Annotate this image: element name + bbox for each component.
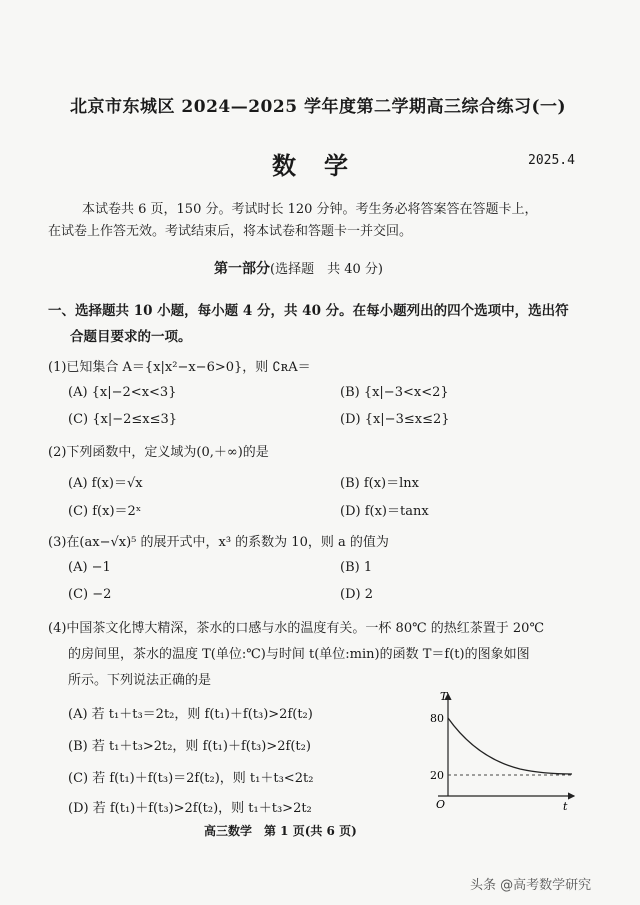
section-line-2: 合题目要求的一项。	[70, 329, 192, 345]
section-line-1: 一、选择题共 10 小题，每小题 4 分，共 40 分。在每小题列出的四个选项中，选出符	[48, 303, 569, 319]
q1-option-c: (C) {x|−2≤x≤3}	[68, 412, 178, 427]
q3-option-c: (C) −2	[68, 587, 112, 602]
page-footer: 高三数学 第 1 页(共 6 页)	[204, 824, 357, 838]
q1-option-b: (B) {x|−3<x<2}	[340, 385, 449, 400]
q2-option-c: (C) f(x)＝2ˣ	[68, 504, 142, 519]
question-4-stem-line-3: 所示。下列说法正确的是	[68, 673, 212, 688]
cooling-curve-graph	[420, 688, 580, 818]
q4-option-c: (C) 若 f(t₁)＋f(t₃)＝2f(t₂)，则 t₁＋t₃<2t₂	[68, 771, 314, 786]
tick-80-label: 80	[430, 712, 444, 725]
q4-option-d: (D) 若 f(t₁)＋f(t₃)>2f(t₂)，则 t₁＋t₃>2t₂	[68, 801, 312, 816]
y-axis-label: T	[440, 690, 448, 703]
intro-line-2: 在试卷上作答无效。考试结束后，将本试卷和答题卡一并交回。	[48, 224, 413, 239]
q1-option-d: (D) {x|−3≤x≤2}	[340, 412, 450, 427]
tick-20-label: 20	[430, 769, 444, 782]
q3-option-b: (B) 1	[340, 560, 373, 575]
q2-option-a: (A) f(x)＝√x	[68, 476, 143, 491]
q2-option-b: (B) f(x)＝lnx	[340, 476, 419, 491]
temperature-curve	[448, 718, 572, 774]
question-3-stem: (3)在(ax−√x)⁵ 的展开式中，x³ 的系数为 10，则 a 的值为	[48, 535, 389, 550]
exam-date: 2025.4	[528, 153, 575, 168]
q3-option-a: (A) −1	[68, 560, 111, 575]
question-4-stem-line-2: 的房间里，茶水的温度 T(单位:℃)与时间 t(单位:min)的函数 T＝f(t)的图象如图	[68, 647, 530, 662]
part-heading	[214, 258, 383, 278]
section-instruction	[48, 298, 569, 350]
q1-option-a: (A) {x|−2<x<3}	[68, 385, 177, 400]
question-2-stem: (2)下列函数中，定义域为(0,＋∞)的是	[48, 445, 269, 460]
q2-option-d: (D) f(x)＝tanx	[340, 504, 429, 519]
exam-title: 北京市东城区 2024—2025 学年度第二学期高三综合练习(一)	[70, 97, 567, 117]
x-axis-label: t	[563, 800, 568, 813]
part-title: 第一部分	[214, 261, 270, 277]
q4-option-b: (B) 若 t₁＋t₃>2t₂，则 f(t₁)＋f(t₃)>2f(t₂)	[68, 739, 311, 754]
intro-line-1: 本试卷共 6 页，150 分。考试时长 120 分钟。考生务必将答案答在答题卡上，	[82, 202, 538, 217]
q4-option-a: (A) 若 t₁＋t₃＝2t₂，则 f(t₁)＋f(t₃)>2f(t₂)	[68, 707, 313, 722]
q3-option-d: (D) 2	[340, 587, 373, 602]
question-1-stem: (1)已知集合 A＝{x|x²−x−6>0}，则 ∁ʀA＝	[48, 360, 311, 375]
question-4-stem-line-1: (4)中国茶文化博大精深，茶水的口感与水的温度有关。一杯 80℃ 的热红茶置于 20℃	[48, 621, 544, 636]
watermark: 头条 @高考数学研究	[470, 878, 592, 893]
subject-title: 数学	[272, 151, 376, 180]
origin-label: O	[436, 798, 446, 811]
part-note: (选择题 共 40 分)	[270, 262, 383, 277]
